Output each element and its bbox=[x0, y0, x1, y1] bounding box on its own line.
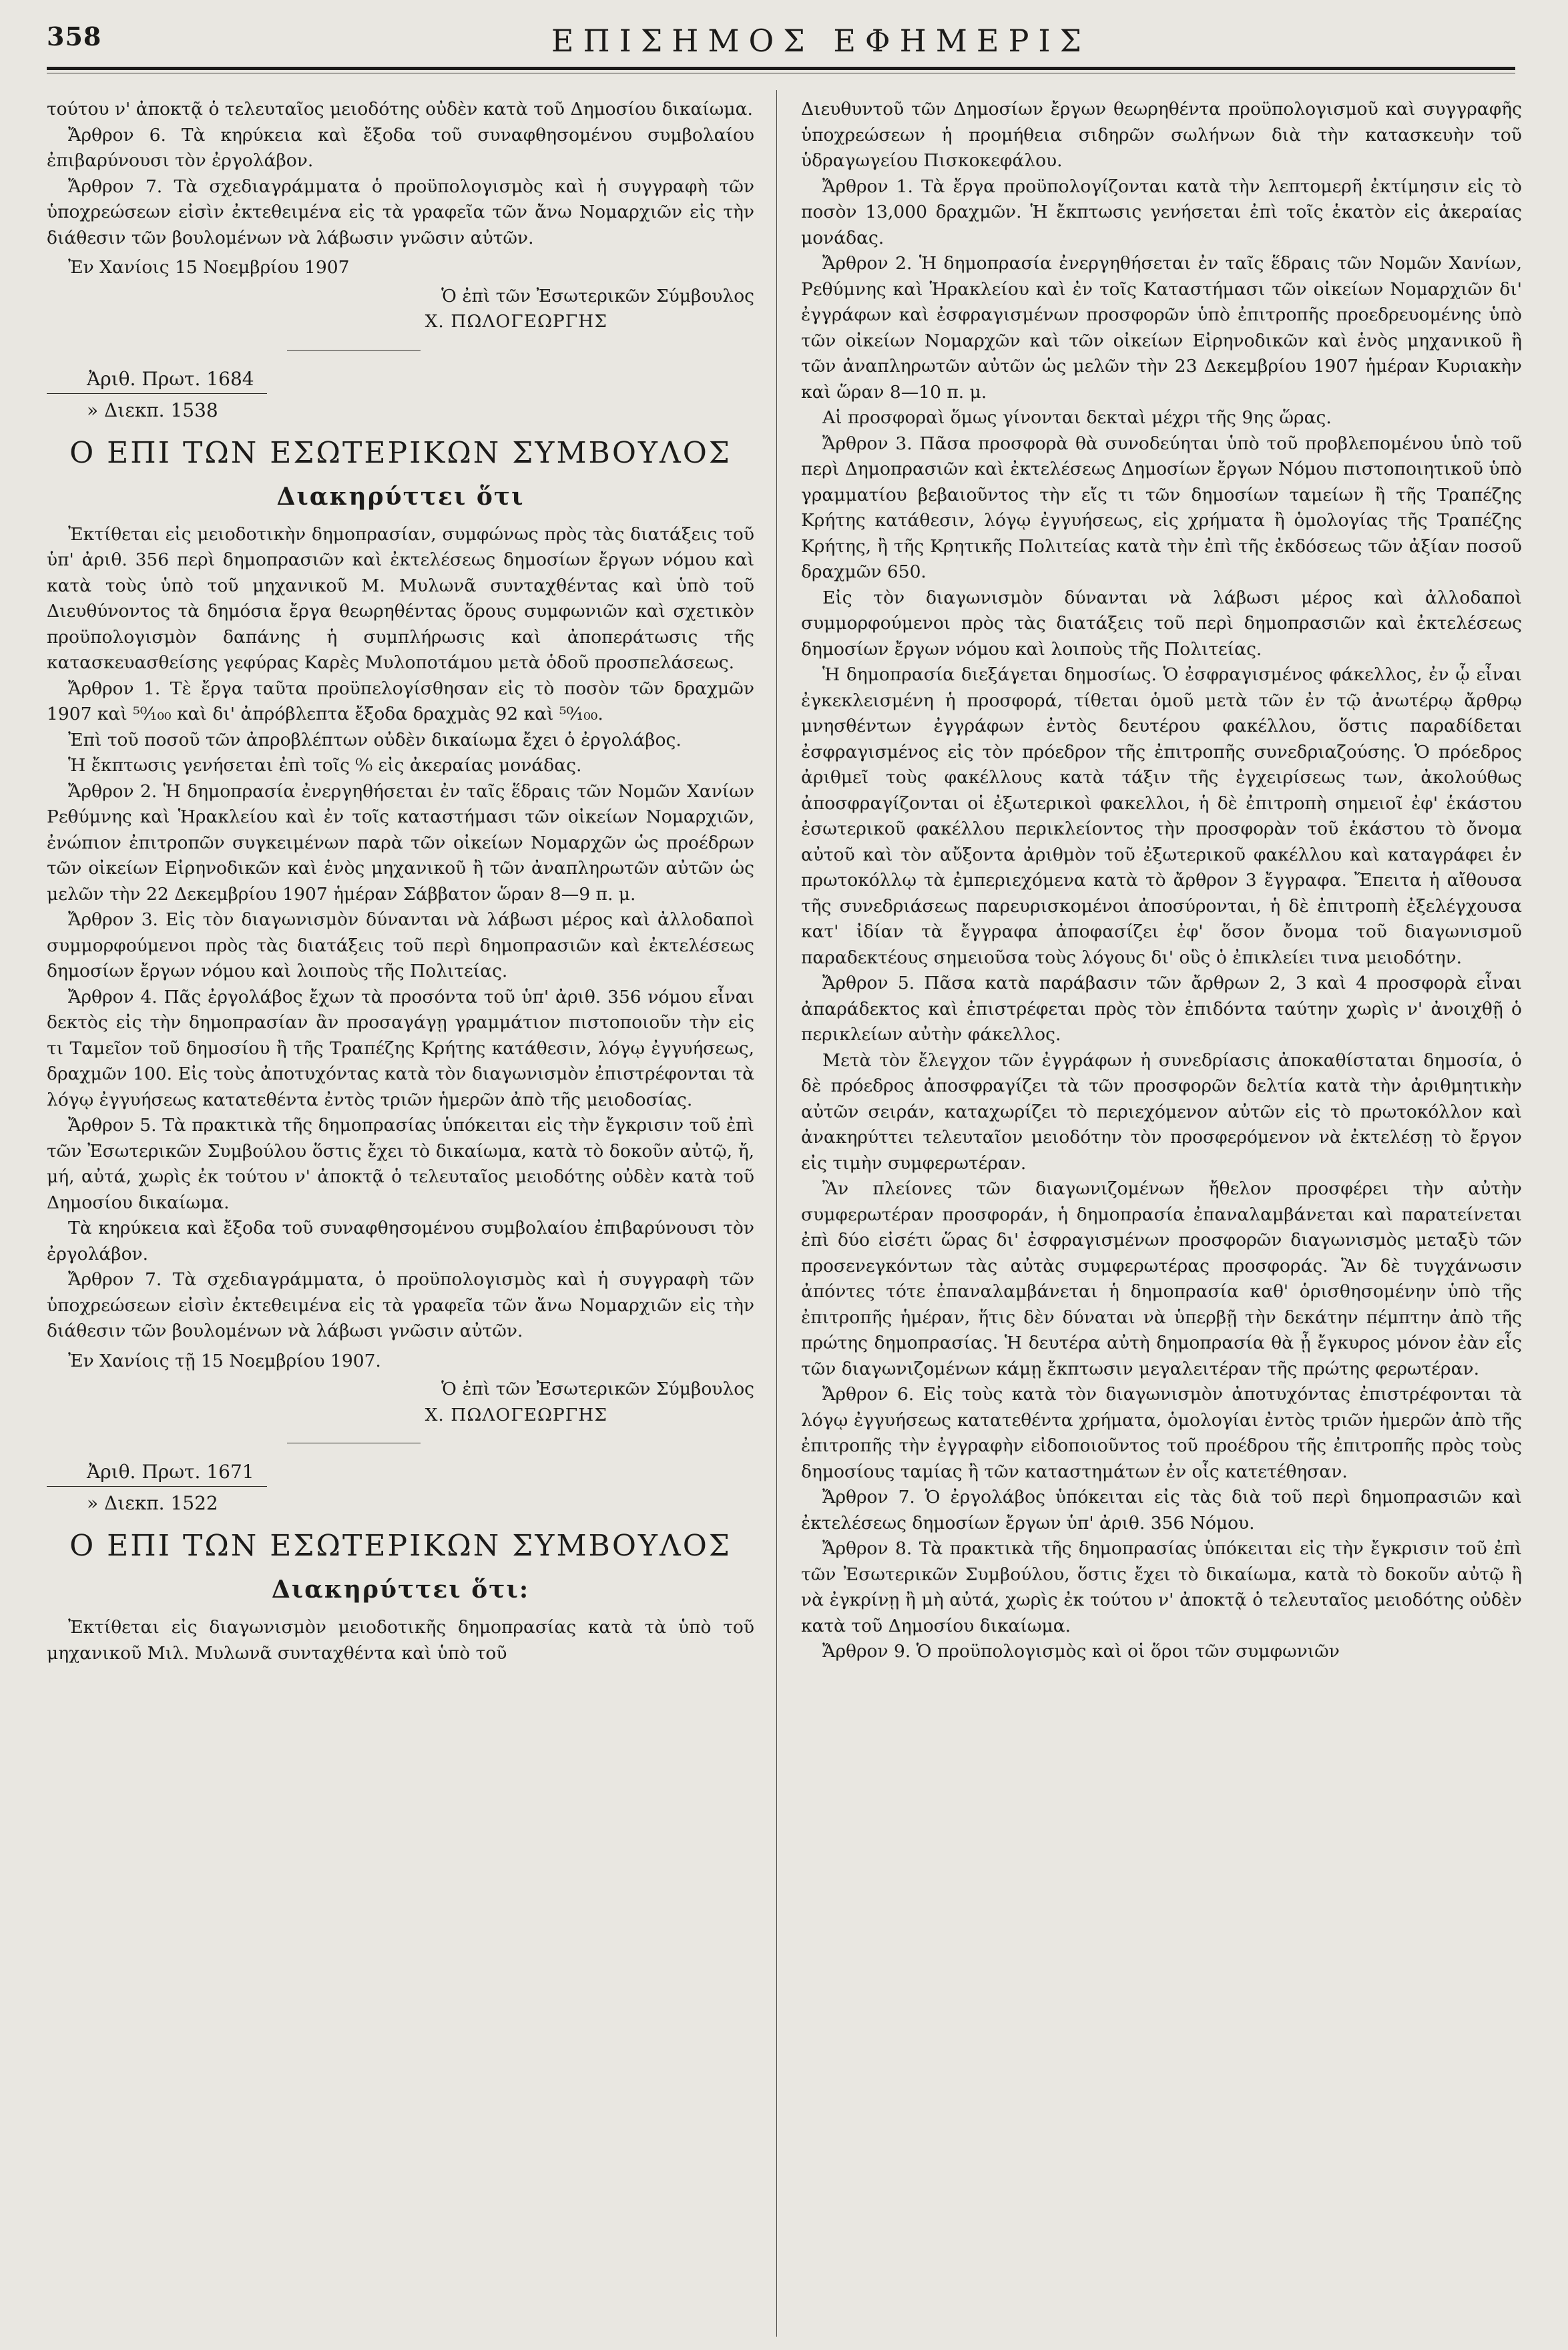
paragraph: Ἡ ἔκπτωσις γενήσεται ἐπὶ τοῖς ⁰⁄₀ εἰς ἀκεραίας μονάδας. bbox=[68, 755, 582, 776]
article-paragraph: Ἄρθρον 8. Τὰ πρακτικὰ τῆς δημοπρασίας ὑπόκειται εἰς τὴν ἔγκρισιν τοῦ ἐπὶ τῶν Ἐσωτερικῶν Συμβούλου, ὅστις ἔχει τὸ δικαίωμα, κατὰ τὸ δοκοῦν αὐτῷ ἢ νὰ ἐγκρίνῃ ἢ μὴ αὐτά, χωρὶς ἐκ τούτου ν' ἀποκτᾷ ὁ τελευταῖος μειοδότης οὐδὲν κατὰ τοῦ Δημοσίου δικαίωμα. bbox=[801, 1538, 1522, 1636]
dispatch-number: » Διεκπ. 1538 bbox=[87, 399, 218, 421]
article-paragraph: Ἄρθρον 5. Πᾶσα κατὰ παράβασιν τῶν ἄρθρων 2, 3 καὶ 4 προσφορὰ εἶναι ἀπαράδεκτος καὶ ἐπιστρέφεται πρὸς τὸν ἐπιδόντα ταύτην χωρὶς ν' ἀνοιχθῇ ὁ περικλείων αὐτὴν φάκελλος. bbox=[801, 973, 1522, 1045]
paragraph: Διευθυντοῦ τῶν Δημοσίων ἔργων θεωρηθέντα προϋπολογισμοῦ καὶ συγγραφῆς ὑποχρεώσεων ἡ προμήθεια σιδηρῶν σωλήνων διὰ τὴν κατασκευὴν τοῦ ὑδραγωγείου Πισκοκεφάλου. bbox=[801, 99, 1522, 171]
gazette-title: ΕΠΙΣΗΜΟΣ ΕΦΗΜΕΡΙΣ bbox=[551, 23, 1091, 59]
article-paragraph: Ἄρθρον 3. Εἰς τὸν διαγωνισμὸν δύνανται νὰ λάβωσι μέρος καὶ ἀλλοδαποὶ συμμορφούμενοι πρὸς τὰς διατάξεις τοῦ περὶ δημοπρασιῶν καὶ ἐκτελέσεως δημοσίων ἔργων νόμου καὶ λοιποὺς τῆς Πολιτείας. bbox=[47, 909, 754, 981]
paragraph: Τὰ κηρύκεια καὶ ἔξοδα τοῦ συναφθησομένου συμβολαίου ἐπιβαρύνουσι τὸν ἐργολάβον. bbox=[47, 1218, 754, 1264]
column-divider bbox=[776, 90, 777, 2337]
header-rule bbox=[47, 67, 1515, 70]
paragraph: Ἐκτίθεται εἰς μειοδοτικὴν δημοπρασίαν, συμφώνως πρὸς τὰς διατάξεις τοῦ ὑπ' ἀριθ. 356 περὶ δημοπρασιῶν καὶ ἐκτελέσεως δημοσίων ἔργων νόμου καὶ κατὰ τοὺς ὑπὸ τοῦ μηχανικοῦ Μ. Μυλωνᾶ συνταχθέντας καὶ ὑπὸ τοῦ Διευθύνοντος τὰ δημόσια ἔργα θεωρηθέντας ὅρους συμφωνιῶν καὶ σχετικὸν προϋπολογισμὸν δαπάνης ἡ συμπλήρωσις καὶ ἀποπεράτωσις τῆς κατασκευασθείσης γεφύρας Καρὲς Μυλοποτάμου μετὰ ὁδοῦ προσπελάσεως. bbox=[47, 523, 754, 673]
paragraph: Εἰς τὸν διαγωνισμὸν δύνανται νὰ λάβωσι μέρος καὶ ἀλλοδαποὶ συμμορφούμενοι πρὸς τὰς διατάξεις τοῦ περὶ δημοπρασιῶν καὶ ἐκτελέσεως δημοσίων ἔργων νόμου καὶ λοιποὺς τῆς Πολιτείας. bbox=[801, 587, 1522, 660]
page-header bbox=[47, 19, 1515, 65]
article-paragraph: Ἄρθρον 5. Τὰ πρακτικὰ τῆς δημοπρασίας ὑπόκειται εἰς τὴν ἔγκρισιν τοῦ ἐπὶ τῶν Ἐσωτερικῶν Συμβούλου ὅστις ἔχει τὸ δικαίωμα, κατὰ τὸ δοκοῦν αὐτῷ, ἤ, μή, αὐτά, χωρὶς ἐκ τούτου ν' ἀποκτᾷ ὁ τελευταῖος μειοδότης οὐδὲν κατὰ τοῦ Δημοσίου δικαίωμα. bbox=[47, 1115, 754, 1213]
signatory-role: Ὁ ἐπὶ τῶν Ἐσωτερικῶν Σύμβουλος bbox=[441, 1379, 754, 1399]
signatory-role: Ὁ ἐπὶ τῶν Ἐσωτερικῶν Σύμβουλος bbox=[441, 285, 754, 306]
protocol-rule bbox=[47, 1486, 267, 1487]
paragraph: Ἡ δημοπρασία διεξάγεται δημοσίως. Ὁ ἐσφραγισμένος φάκελλος, ἐν ᾧ εἶναι ἐγκεκλεισμένη ἡ προσφορά, τίθεται ὁμοῦ μετὰ τῶν ἐν τῷ ἀνωτέρῳ ἄρθρῳ μνησθέντων ἐγγράφων ἐντὸς δευτέρου φακέλλου, ὅστις παραδίδεται ἐσφραγισμένος εἰς τὸν πρόεδρον τῆς ἐπιτροπῆς συνεδριαζούσης. Ὁ πρόεδρος ἀριθμεῖ τοὺς φακέλλους κατὰ τάξιν τῆς ἐγχειρίσεως των, ἀκολούθως ἀποσφραγίζονται οἱ ἐξωτερικοὶ φακελλοι, ἡ δὲ ἐπιτροπὴ σημειοῖ ἐφ' ἑκάστου ἐσωτερικοῦ φακέλλου περικλείοντος τὴν προσφορὰν τοῦ ἑκάστου τὸ ὄνομα αὐτοῦ καὶ τὸν αὔξοντα ἀριθμὸν τοῦ ἐξωτερικοῦ φακέλλου καὶ καταγράφει ἐν πρωτοκόλλῳ τὰ ἐμπεριεχόμενα κατὰ τὸ ἄρθρον 3 ἔγγραφα. Ἔπειτα ἡ αἴθουσα τῆς συνεδριάσεως παρευρισκομένοι ἀποσύρονται, ἡ δὲ ἐπιτροπὴ ἐξελέγχουσα κατ' ἰδίαν τὰ ἔγγραφα ἀποφασίζει ἐφ' ὅσον ὄνομα τοῦ διαγωνισμοῦ παραδεκτέους σημειοῦσα τοὺς λόγους δι' οὓς ὁ ἐπικλείει τινα μειοδότην. bbox=[801, 664, 1522, 968]
signatory-name: Χ. ΠΩΛΟΓΕΩΡΓΗΣ bbox=[425, 311, 607, 332]
article-paragraph: Ἄρθρον 9. Ὁ προϋπολογισμὸς καὶ οἱ ὅροι τῶν συμφωνιῶν bbox=[822, 1641, 1340, 1662]
article-paragraph: Ἄρθρον 2. Ἡ δημοπρασία ἐνεργηθήσεται ἐν ταῖς ἕδραις τῶν Νομῶν Χανίων, Ρεθύμνης καὶ Ἡρακλείου καὶ ἐν τοῖς Καταστήμασι τῶν οἰκείων Νομαρχιῶν δι' ἐγγράφων καὶ ἐσφραγισμένων προσφορῶν ὑπὸ ἐπιτροπῆς προεδρευομένης ὑπὸ τῶν οἰκείων Νομαρχῶν καὶ τῶν οἰκείων Εἰρηνοδικῶν καὶ ἑνὸς μηχανικοῦ ἢ τῶν ἀναπληρωτῶν αὐτῶν ὡς μελῶν τὴν 23 Δεκεμβρίου 1907 ἡμέραν Κυριακὴν καὶ ὥραν 8—10 π. μ. bbox=[801, 253, 1522, 403]
paragraph: Ἐκτίθεται εἰς διαγωνισμὸν μειοδοτικῆς δημοπρασίας κατὰ τὰ ὑπὸ τοῦ μηχανικοῦ Μιλ. Μυλωνᾶ συνταχθέντα καὶ ὑπὸ τοῦ bbox=[47, 1617, 754, 1664]
article-paragraph: Ἄρθρον 6. Εἰς τοὺς κατὰ τὸν διαγωνισμὸν ἀποτυχόντας ἐπιστρέφονται τὰ λόγῳ ἐγγυήσεως κατατεθέντα χρήματα, ὁμολογίαι ἐντὸς τριῶν ἡμερῶν ἀπὸ τῆς ἐπιτροπῆς τὴν ἐγγραφὴν εἰδοποιοῦντος τοῦ προέδρου τῆς ἐπιτροπῆς πρὸς τοὺς δημοσίους ταμίας ἢ τῶν καταστημάτων ἐν οἷς κατετέθησαν. bbox=[801, 1384, 1522, 1482]
article-paragraph: Ἄρθρον 2. Ἡ δημοπρασία ἐνεργηθήσεται ἐν ταῖς ἕδραις τῶν Νομῶν Χανίων Ρεθύμνης καὶ Ἡρακλείου καὶ ἐν τοῖς καταστήμασι τῶν οἰκείων Νομαρχιῶν, ἐνώπιον ἐπιτροπῶν συγκειμένων παρὰ τῶν οἰκείων Νομαρχῶν ὡς προέδρων τῶν οἰκείων Εἰρηνοδικῶν καὶ ἑνὸς μηχανικοῦ ἢ τῶν ἀναπληρωτῶν αὐτῶν ὡς μελῶν τὴν 22 Δεκεμβρίου 1907 ἡμέραν Σάββατον ὥραν 8—9 π. μ. bbox=[47, 780, 754, 905]
signatory-name: Χ. ΠΩΛΟΓΕΩΡΓΗΣ bbox=[425, 1404, 607, 1425]
section-subheading: Διακηρύττει ὅτι bbox=[276, 482, 525, 511]
article-paragraph: Ἄρθρον 1. Τὰ ἔργα προϋπολογίζονται κατὰ τὴν λεπτομερῆ ἐκτίμησιν εἰς τὸ ποσὸν 13,000 δραχμῶν. Ἡ ἔκπτωσις γενήσεται ἐπὶ τοῖς ἑκατὸν εἰς ἀκεραίας μονάδας. bbox=[801, 176, 1522, 248]
paragraph: Ἂν πλείονες τῶν διαγωνιζομένων ἤθελον προσφέρει τὴν αὐτὴν συμφερωτέραν προσφοράν, ἡ δημοπρασία ἐπαναλαμβάνεται καὶ παρατείνεται ἐπὶ δύο εἰσέτι ὥρας δι' ἐσφραγισμένων προσφορῶν διαγωνισμὸς μεταξὺ τῶν προσενεγκόντων τὰς αὐτὰς συμφερωτέρας προσφοράς. Ἂν δὲ τυγχάνωσιν ἀπόντες τότε ἐπαναλαμβάνεται ἡ δημοπρασία καθ' ὁρισθησομένην ὑπὸ τῆς ἐπιτροπῆς ἡμέραν, ἥτις δὲν δύναται νὰ ὑπερβῇ τὴν δεκάτην πέμπτην ἀπὸ τῆς πρώτης δημοπρασίας. Ἡ δευτέρα αὐτὴ δημοπρασία θὰ ᾖ ἔγκυρος μόνον ἐὰν εἷς τῶν διαγωνιζομένων κάμῃ ἔκπτωσιν μεγαλειτέραν τῆς πρώτης φερωτέραν. bbox=[801, 1178, 1522, 1379]
page-number: 358 bbox=[47, 21, 102, 51]
paragraph: τούτου ν' ἀποκτᾷ ὁ τελευταῖος μειοδότης οὐδὲν κατὰ τοῦ Δημοσίου δικαίωμα. bbox=[47, 99, 753, 120]
paragraph: Αἱ προσφοραὶ ὅμως γίνονται δεκταὶ μέχρι τῆς 9ης ὥρας. bbox=[822, 407, 1332, 428]
protocol-number: Ἀριθ. Πρωτ. 1671 bbox=[87, 1461, 254, 1483]
section-heading: Ο ΕΠΙ ΤΩΝ ΕΣΩΤΕΡΙΚΩΝ ΣΥΜΒΟΥΛΟΣ bbox=[69, 1529, 732, 1563]
article-paragraph: Ἄρθρον 4. Πᾶς ἐργολάβος ἔχων τὰ προσόντα τοῦ ὑπ' ἀριθ. 356 νόμου εἶναι δεκτὸς εἰς τὴν δημοπρασίαν ἂν προσαγάγῃ γραμμάτιον πιστοποιοῦν τὴν εἰς τι Ταμεῖον τοῦ δημοσίου ἢ τῆς Τραπέζης Κρήτης κατάθεσιν, λόγῳ ἐγγυήσεως, δραχμῶν 100. Εἰς τοὺς ἀποτυχόντας κατὰ τὸν διαγωνισμὸν ἐπιστρέφονται τὰ λόγῳ ἐγγυήσεως κατατεθέντα ἐντὸς τριῶν ἡμερῶν ἀπὸ τῆς μειοδοσίας. bbox=[47, 986, 754, 1110]
article-paragraph: Ἄρθρον 1. Τὲ ἔργα ταῦτα προϋπελογίσθησαν εἰς τὸ ποσὸν τῶν δραχμῶν 1907 καὶ ⁵⁰⁄₁₀₀ καὶ δι' ἀπρόβλεπτα ἔξοδα δραχμὰς 92 καὶ ⁵⁰⁄₁₀₀. bbox=[47, 678, 754, 724]
section-subheading: Διακηρύττει ὅτι: bbox=[271, 1576, 530, 1604]
article-paragraph: Ἄρθρον 3. Πᾶσα προσφορὰ θὰ συνοδεύηται ὑπὸ τοῦ προβλεπομένου ὑπὸ τοῦ περὶ Δημοπρασιῶν καὶ ἐκτελέσεως Δημοσίων ἔργων Νόμου πιστοποιητικοῦ ὑπὸ γραμματίου βεβαιοῦντος τὴν εἴς τι τῶν δημοσίων ταμείων ἢ τῆς Τραπέζης Κρήτης κατάθεσιν, λόγῳ ἐγγυήσεως, εἰς χρήματα ἢ ὁμολογίας τῆς Τραπέζης Κρήτης, ἢ τῆς Κρητικῆς Πολιτείας κατὰ τὴν ἐπὶ τῆς ἐκδόσεως τῶν ἀξίαν ποσοῦ δραχμῶν 650. bbox=[801, 433, 1522, 582]
protocol-rule bbox=[47, 393, 267, 394]
article-paragraph: Ἄρθρον 7. Τὰ σχεδιαγράμματα, ὁ προϋπολογισμὸς καὶ ἡ συγγραφὴ τῶν ὑποχρεώσεων εἰσὶν ἐκτεθειμένα εἰς τὰ γραφεῖα τῶν ἄνω Νομαρχιῶν εἰς τὴν διάθεσιν τῶν βουλομένων νὰ λάβωσι γνῶσιν αὐτῶν. bbox=[47, 1269, 754, 1341]
paragraph: Ἐπὶ τοῦ ποσοῦ τῶν ἀπροβλέπτων οὐδὲν δικαίωμα ἔχει ὁ ἐργολάβος. bbox=[68, 729, 682, 750]
article-paragraph: Ἄρθρον 7. Τὰ σχεδιαγράμματα ὁ προϋπολογισμὸς καὶ ἡ συγγραφὴ τῶν ὑποχρεώσεων εἰσὶν ἐκτεθειμένα εἰς τὰ γραφεῖα τῶν ἄνω Νομαρχιῶν εἰς τὴν διάθεσιν τῶν βουλομένων νὰ λάβωσιν γνῶσιν αὐτῶν. bbox=[47, 176, 754, 248]
dispatch-number: » Διεκπ. 1522 bbox=[87, 1492, 218, 1514]
section-heading: Ο ΕΠΙ ΤΩΝ ΕΣΩΤΕΡΙΚΩΝ ΣΥΜΒΟΥΛΟΣ bbox=[69, 435, 732, 470]
article-paragraph: Ἄρθρον 6. Τὰ κηρύκεια καὶ ἔξοδα τοῦ συναφθησομένου συμβολαίου ἐπιβαρύνουσι τὸν ἐργολάβον. bbox=[47, 124, 754, 171]
left-column bbox=[47, 97, 754, 2333]
dateline: Ἐν Χανίοις τῇ 15 Νοεμβρίου 1907. bbox=[68, 1350, 381, 1371]
right-column bbox=[801, 97, 1522, 2333]
protocol-number: Ἀριθ. Πρωτ. 1684 bbox=[87, 367, 254, 390]
dateline: Ἐν Χανίοις 15 Νοεμβρίου 1907 bbox=[68, 257, 350, 278]
article-paragraph: Ἄρθρον 7. Ὁ ἐργολάβος ὑπόκειται εἰς τὰς διὰ τοῦ περὶ δημοπρασιῶν καὶ ἐκτελέσεως δημοσίων ἔργων ὑπ' ἀριθ. 356 Νόμου. bbox=[801, 1487, 1522, 1534]
paragraph: Μετὰ τὸν ἔλεγχον τῶν ἐγγράφων ἡ συνεδρίασις ἀποκαθίσταται δημοσία, ὁ δὲ πρόεδρος ἀποσφραγίζει τὰ τῶν προσφορῶν δελτία κατὰ τὴν ἀριθμητικὴν αὐτῶν σειράν, καταχωρίζει τὸ περιεχόμενον αὐτῶν εἰς τὸ πρωτοκόλλον καὶ ἀνακηρύττει τελευταῖον μειοδότην τὸν προσφερόμενον νὰ ἐκτελέσῃ τὸ ἔργον εἰς τιμὴν συμφερωτέραν. bbox=[801, 1049, 1522, 1174]
